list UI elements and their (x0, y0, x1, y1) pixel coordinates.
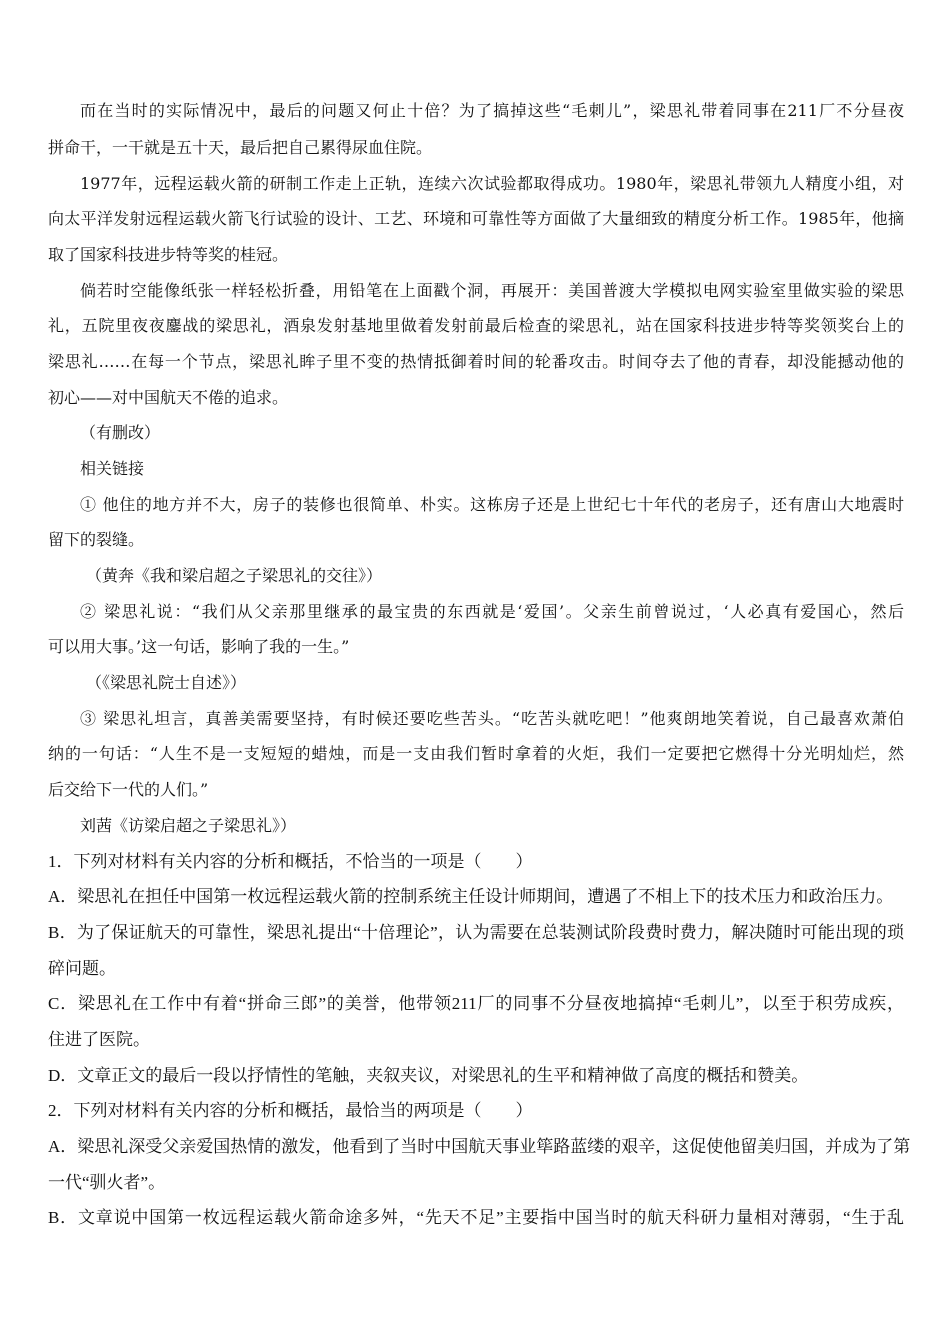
link-item-1: ① 他住的地方并不大，房子的装修也很简单、朴实。这栋房子还是上世纪七十年代的老房子，还有唐山大地震时 (80, 495, 904, 514)
question-1-option-c: C．梁思礼在工作中有着“拼命三郎”的美誉，他带领211厂的同事不分昼夜地搞掉“毛刺儿”，以至于积劳成疾， (48, 994, 904, 1013)
question-2-option-b: B．文章说中国第一枚远程运载火箭命途多舛，“先天不足”主要指中国当时的航天科研力量相对薄弱，“生于乱 (48, 1208, 904, 1227)
link-source-3: 刘茜《访梁启超之子梁思礼》） (80, 816, 297, 835)
passage-line: 礼，五院里夜夜鏖战的梁思礼，酒泉发射基地里做着发射前最后检查的梁思礼，站在国家科技进步特等奖领奖台上的 (48, 316, 904, 335)
passage-line: 取了国家科技进步特等奖的桂冠。 (48, 245, 289, 264)
passage-line: 1977年，远程运载火箭的研制工作走上正轨，连续六次试验都取得成功。1980年，梁思礼带领九人精度小组，对 (80, 174, 904, 193)
link-item-2-cont: 可以用大事。’这一句话，影响了我的一生。” (48, 637, 350, 656)
question-1-stem: 1．下列对材料有关内容的分析和概括，不恰当的一项是（ ） (48, 852, 533, 871)
passage-line: 而在当时的实际情况中，最后的问题又何止十倍？为了搞掉这些“毛刺儿”，梁思礼带着同事在211厂不分昼夜 (80, 101, 904, 120)
link-item-3-cont: 后交给下一代的人们。” (48, 780, 209, 799)
question-1-option-a: A．梁思礼在担任中国第一枚远程运载火箭的控制系统主任设计师期间，遭遇了不相上下的技术压力和政治压力。 (48, 887, 894, 906)
link-source-1: （黄奔《我和梁启超之子梁思礼的交往》） (86, 566, 383, 585)
question-2-option-a: A．梁思礼深受父亲爱国热情的激发，他看到了当时中国航天事业筚路蓝缕的艰辛，这促使他留美归国，并成为了第 (48, 1137, 911, 1156)
passage-line: 梁思礼……在每一个节点，梁思礼眸子里不变的热情抵御着时间的轮番攻击。时间夺去了他的青春，却没能撼动他的 (48, 352, 904, 371)
revision-note: （有删改） (80, 423, 161, 442)
passage-line: 拼命干，一干就是五十天，最后把自己累得尿血住院。 (48, 138, 433, 157)
related-links-title: 相关链接 (80, 459, 145, 478)
question-2-option-a-cont: 一代“驯火者”。 (48, 1173, 166, 1192)
link-item-1-cont: 留下的裂缝。 (48, 530, 145, 549)
link-item-3-cont: 纳的一句话：“人生不是一支短短的蜡烛，而是一支由我们暂时拿着的火炬，我们一定要把它燃得十分光明灿烂，然 (48, 744, 904, 763)
passage-line: 初心——对中国航天不倦的追求。 (48, 388, 289, 407)
question-1-option-c-cont: 住进了医院。 (48, 1030, 150, 1049)
question-1-option-b-cont: 碎问题。 (48, 959, 116, 978)
link-source-2: （《梁思礼院士自述》） (86, 673, 247, 692)
question-1-option-b: B．为了保证航天的可靠性，梁思礼提出“十倍理论”，认为需要在总装测试阶段费时费力，解决随时可能出现的琐 (48, 923, 904, 942)
link-item-2: ② 梁思礼说：“我们从父亲那里继承的最宝贵的东西就是‘爱国’。父亲生前曾说过，‘人必真有爱国心，然后 (80, 602, 904, 621)
question-2-stem: 2．下列对材料有关内容的分析和概括，最恰当的两项是（ ） (48, 1101, 533, 1120)
passage-line: 向太平洋发射远程运载火箭飞行试验的设计、工艺、环境和可靠性等方面做了大量细致的精度分析工作。1985年，他摘 (48, 209, 904, 228)
question-1-option-d: D．文章正文的最后一段以抒情性的笔触，夹叙夹议，对梁思礼的生平和精神做了高度的概括和赞美。 (48, 1066, 809, 1085)
passage-line: 倘若时空能像纸张一样轻松折叠，用铅笔在上面戳个洞，再展开：美国普渡大学模拟电网实验室里做实验的梁思 (80, 281, 904, 300)
link-item-3: ③ 梁思礼坦言，真善美需要坚持，有时候还要吃些苦头。“吃苦头就吃吧！”他爽朗地笑着说，自己最喜欢萧伯 (80, 709, 904, 728)
